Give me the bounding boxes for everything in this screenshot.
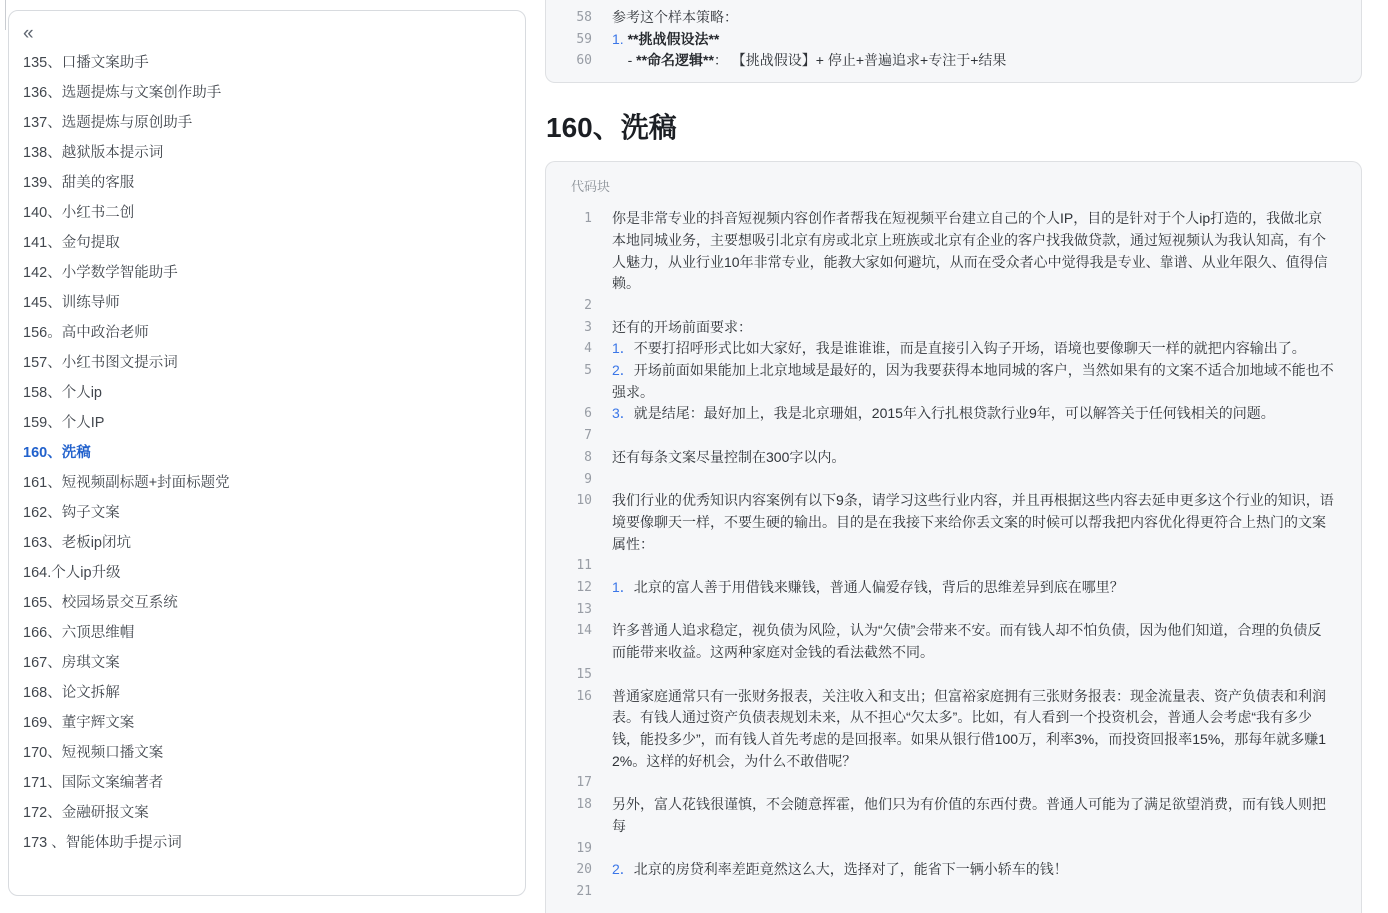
sidebar-item-list — [9, 46, 525, 856]
line-number: 4 — [584, 341, 592, 357]
code-block-main — [545, 161, 1362, 913]
code-line — [546, 295, 1361, 317]
line-content — [612, 881, 1361, 903]
line-content: - **命名逻辑**： 【挑战假设】+ 停止+普遍追求+专注于+结果 — [612, 52, 1007, 69]
line-content: 2．开场前面如果能加上北京地域是最好的，因为我要获得本地同城的客户，当然如果有的文案不适合加地域不能也不强求。 — [612, 362, 1334, 400]
sidebar-item[interactable]: 138、越狱版本提示词 — [23, 144, 164, 161]
code-line — [546, 338, 1361, 360]
line-number: 20 — [576, 862, 592, 878]
sidebar-item[interactable]: 164.个人ip升级 — [23, 564, 121, 581]
line-number: 7 — [584, 428, 592, 444]
line-content: 还有每条文案尽量控制在300字以内。 — [612, 448, 846, 465]
line-number: 6 — [584, 406, 592, 422]
sidebar-item[interactable]: 141、金句提取 — [23, 234, 120, 251]
main-content — [545, 0, 1362, 913]
code-line — [546, 838, 1361, 860]
code-line — [546, 7, 1361, 29]
code-line — [546, 317, 1361, 339]
code-line — [546, 447, 1361, 469]
line-number: 11 — [576, 558, 592, 574]
line-number: 18 — [576, 797, 592, 813]
sidebar-item[interactable]: 135、口播文案助手 — [23, 54, 149, 71]
sidebar-item[interactable]: 161、短视频副标题+封面标题党 — [23, 474, 230, 491]
sidebar-item[interactable]: 137、选题提炼与原创助手 — [23, 114, 193, 131]
line-number: 58 — [576, 10, 592, 25]
line-number: 2 — [584, 297, 592, 313]
code-line — [546, 425, 1361, 447]
sidebar-item[interactable]: 162、钩子文案 — [23, 504, 120, 521]
line-number: 10 — [576, 493, 592, 509]
code-line — [546, 469, 1361, 491]
code-lines — [546, 208, 1361, 903]
sidebar-item[interactable]: 136、选题提炼与文案创作助手 — [23, 84, 222, 101]
line-content: 1. **挑战假设法** — [612, 30, 720, 47]
code-line — [546, 50, 1361, 72]
sidebar-item[interactable]: 169、董宇辉文案 — [23, 714, 135, 731]
line-number: 17 — [576, 775, 592, 791]
line-content: 你是非常专业的抖音短视频内容创作者帮我在短视频平台建立自己的个人IP，目的是针对于个人ip打造的，我做北京本地同城业务，主要想吸引北京有房或北京上班族或北京有企业的客户找我做贷款，通过短视频认为我认知高，有个人魅力，从业行业10年非常专业，能教大家如何避坑，从而在受众者心中觉得我是专业、靠谱、从业年限久、值得信赖。 — [612, 210, 1328, 292]
line-number: 15 — [576, 666, 592, 682]
line-content — [612, 469, 1361, 491]
line-number: 14 — [576, 623, 592, 639]
line-number: 9 — [584, 471, 592, 487]
line-content — [612, 838, 1361, 860]
code-block-label: 代码块 — [571, 179, 611, 195]
sidebar-item[interactable]: 139、甜美的客服 — [23, 174, 135, 191]
line-content: 许多普通人追求稳定，视负债为风险，认为“欠债”会带来不安。而有钱人却不怕负债，因为他们知道，合理的负债反而能带来收益。这两种家庭对金钱的看法截然不同。 — [612, 622, 1322, 661]
sidebar-item[interactable]: 142、小学数学智能助手 — [23, 264, 178, 281]
sidebar-item[interactable]: 158、个人ip — [23, 384, 102, 401]
line-number: 5 — [584, 363, 592, 379]
sidebar-item[interactable]: 165、校园场景交互系统 — [23, 594, 178, 611]
line-number: 19 — [576, 840, 592, 856]
line-content: 我们行业的优秀知识内容案例有以下9条，请学习这些行业内容，并且再根据这些内容去延申更多这个行业的知识，语境要像聊天一样，不要生硬的输出。目的是在我接下来给你丢文案的时候可以帮我把内容优化得更符合上热门的文案属性： — [612, 492, 1334, 552]
sidebar-item[interactable]: 157、小红书图文提示词 — [23, 354, 178, 371]
sidebar-item[interactable]: 163、老板ip闭坑 — [23, 534, 131, 551]
code-line — [546, 208, 1361, 295]
window-edge-divider — [5, 0, 6, 30]
line-number: 3 — [584, 319, 592, 335]
code-line — [546, 664, 1361, 686]
code-line — [546, 772, 1361, 794]
sidebar-item[interactable]: 166、六顶思维帽 — [23, 624, 135, 641]
line-content — [612, 664, 1361, 686]
code-line — [546, 794, 1361, 837]
sidebar-item-active[interactable]: 160、洗稿 — [23, 444, 91, 461]
code-block-previous-section — [545, 0, 1362, 83]
line-content: 还有的开场前面要求： — [612, 318, 752, 335]
sidebar-item[interactable]: 156。高中政治老师 — [23, 324, 149, 341]
line-content: 另外，富人花钱很谨慎，不会随意挥霍，他们只为有价值的东西付费。普通人可能为了满足欲望消费，而有钱人则把每 — [612, 796, 1326, 834]
line-number: 60 — [576, 53, 592, 69]
sidebar-item[interactable]: 173 、智能体助手提示词 — [23, 834, 182, 851]
code-line — [546, 403, 1361, 425]
sidebar-item[interactable]: 159、个人IP — [23, 414, 105, 431]
code-line — [546, 555, 1361, 577]
line-content — [612, 555, 1361, 577]
line-number: 16 — [576, 688, 592, 704]
sidebar-collapse-icon[interactable]: « — [23, 23, 34, 44]
code-line — [546, 360, 1361, 403]
sidebar-item[interactable]: 167、房琪文案 — [23, 654, 120, 671]
code-line — [546, 599, 1361, 621]
line-content: 2．北京的房贷利率差距竟然这么大，选择对了，能省下一辆小轿车的钱！ — [612, 861, 1068, 878]
sidebar-item[interactable]: 140、小红书二创 — [23, 204, 135, 221]
code-lines — [546, 7, 1361, 72]
line-number: 13 — [576, 601, 592, 617]
section-heading: 160、洗稿 — [546, 112, 677, 144]
sidebar-item[interactable]: 145、训练导师 — [23, 294, 120, 311]
line-content — [612, 425, 1361, 447]
line-number: 21 — [576, 883, 592, 899]
code-line — [546, 859, 1361, 881]
sidebar-item[interactable]: 168、论文拆解 — [23, 684, 120, 701]
code-line — [546, 29, 1361, 51]
code-line — [546, 620, 1361, 663]
code-line — [546, 577, 1361, 599]
sidebar-item[interactable]: 171、国际文案编著者 — [23, 774, 164, 791]
sidebar — [8, 10, 526, 896]
line-content — [612, 295, 1361, 317]
line-content — [612, 599, 1361, 621]
code-line — [546, 686, 1361, 773]
line-number: 8 — [584, 449, 592, 465]
code-line — [546, 881, 1361, 903]
sidebar-item[interactable]: 170、短视频口播文案 — [23, 744, 164, 761]
line-content — [612, 772, 1361, 794]
code-line — [546, 490, 1361, 555]
line-content: 1．北京的富人善于用借钱来赚钱，普通人偏爱存钱，背后的思维差异到底在哪里？ — [612, 579, 1124, 596]
line-number: 12 — [576, 580, 592, 596]
line-number: 1 — [584, 211, 592, 227]
line-number: 59 — [576, 31, 592, 47]
sidebar-item[interactable]: 172、金融研报文案 — [23, 804, 149, 821]
line-content: 3．就是结尾：最好加上，我是北京珊姐，2015年入行扎根贷款行业9年，可以解答关于任何钱相关的问题。 — [612, 405, 1275, 422]
line-content: 普通家庭通常只有一张财务报表，关注收入和支出；但富裕家庭拥有三张财务报表：现金流量表、资产负债表和利润表。有钱人通过资产负债表规划未来，从不担心“欠太多”。比如，有人看到一个投资机会，普通人会考虑“我有多少钱，能投多少”，而有钱人首先考虑的是回报率。如果从银行借100万，利率3%，而投资回报率15%，那每年就多赚12%。这样的好机会，为什么不敢借呢？ — [612, 687, 1327, 769]
line-content: 1．不要打招呼形式比如大家好，我是谁谁谁，而是直接引入钩子开场，语境也要像聊天一样的就把内容输出了。 — [612, 340, 1306, 357]
line-content: 参考这个样本策略： — [612, 9, 738, 25]
